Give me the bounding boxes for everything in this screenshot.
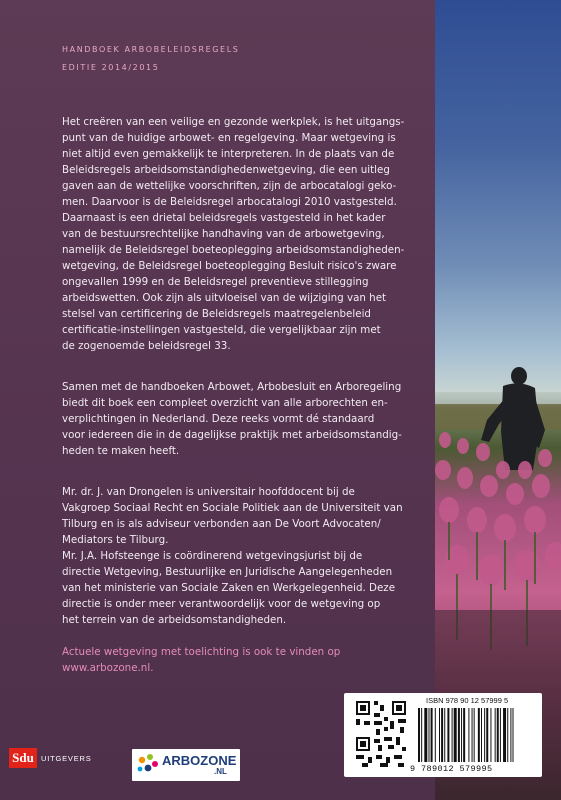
qr-code-icon (354, 697, 408, 769)
online-note (62, 644, 340, 676)
text-line: certificatie-instellingen vastgesteld, die vergelijkbaar zijn met (62, 324, 381, 336)
barcode-digits: 9 789012 579995 (410, 764, 493, 774)
text-line: Mr. dr. J. van Drongelen is universitair hoofddocent bij de (62, 486, 355, 498)
text-line: namelijk de Beleidsregel boeteoplegging arbeidsomstandigheden- (62, 244, 405, 256)
text-line: Daarnaast is een drietal beleidsregels vastgesteld in het kader (62, 212, 386, 224)
barcode-icon (416, 708, 536, 764)
text-line: Actuele wetgeving met toelichting is ook te vinden op (62, 646, 341, 658)
text-line: verplichtingen in Nederland. Deze reeks vormt dé standaard (62, 413, 375, 425)
series-title: HANDBOEK ARBOBELEIDSREGELS (62, 45, 240, 54)
text-line: wetgeving, de Beleidsregel boeteoplegging Besluit risico's zware (62, 260, 397, 272)
text-line: gaven aan de wettelijke voorschriften, zijn de arbocatalogi geko- (62, 180, 397, 192)
text-line: voor iedereen die in de dagelijkse praktijk met arbeidsomstandig- (62, 429, 402, 441)
text-line: ongevallen 1999 en de Beleidsregel preventieve stillegging (62, 276, 369, 288)
sdu-logo: Sdu (9, 748, 37, 768)
text-line: de zogenoemde beleidsregel 33. (62, 340, 231, 352)
arbozone-emblem-icon (136, 752, 160, 776)
text-line: Vakgroep Sociaal Recht en Sociale Politiek aan de Universiteit van (62, 502, 403, 514)
text-line: Tilburg en is als adviseur verbonden aan De Voort Advocaten/ (62, 518, 381, 530)
text-line: van de bestuursrechtelijke handhaving van de arbowetgeving, (62, 228, 385, 240)
text-line: Mr. J.A. Hofsteenge is coördinerend wetgevingsjurist bij de (62, 550, 363, 562)
sdu-publisher-label: UITGEVERS (41, 754, 92, 763)
text-line: punt van de huidige arbowet- en regelgeving. Maar wetgeving is (62, 132, 396, 144)
text-line: arbeidswetten. Ook zijn als uitvloeisel van de wijziging van het (62, 292, 387, 304)
arbozone-name: ARBOZONE (162, 753, 237, 768)
text-line: Samen met de handboeken Arbowet, Arbobesluit en Arboregeling (62, 381, 402, 393)
text-line: niet altijd even gemakkelijk te interpreteren. In de plaats van de (62, 148, 395, 160)
text-line: stelsel van certificering de Beleidsregels maatregelenbeleid (62, 308, 371, 320)
arbozone-tld: .NL (214, 767, 227, 776)
text-line: van het ministerie van Sociale Zaken en Werkgelegenheid. Deze (62, 582, 396, 594)
website-link[interactable]: www.arbozone.nl. (62, 662, 154, 674)
isbn-label: ISBN 978 90 12 57999 5 (426, 696, 509, 705)
text-line: Mediators te Tilburg. (62, 534, 169, 546)
text-line: men. Daarvoor is de Beleidsregel arbocatalogi 2010 vastgesteld. (62, 196, 397, 208)
text-line: directie Wetgeving, Bestuurlijke en Juridische Aangelegenheden (62, 566, 393, 578)
text-line: heden te maken heeft. (62, 445, 180, 457)
text-line: Beleidsregels arbeidsomstandighedenwetgeving, die een uitleg (62, 164, 390, 176)
tulip-field-photo (435, 0, 561, 800)
series-paragraph (62, 379, 402, 459)
text-line: het terrein van de arbeidsomstandigheden. (62, 614, 287, 626)
authors-paragraph (62, 484, 403, 628)
intro-paragraph (62, 114, 404, 354)
text-line: biedt dit boek een compleet overzicht van alle arborechten en- (62, 397, 388, 409)
edition-label: EDITIE 2014/2015 (62, 63, 160, 72)
arbozone-logo (132, 749, 240, 781)
text-line: Het creëren van een veilige en gezonde werkplek, is het uitgangs- (62, 116, 405, 128)
text-line: directie is onder meer verantwoordelijk voor de wetgeving op (62, 598, 381, 610)
